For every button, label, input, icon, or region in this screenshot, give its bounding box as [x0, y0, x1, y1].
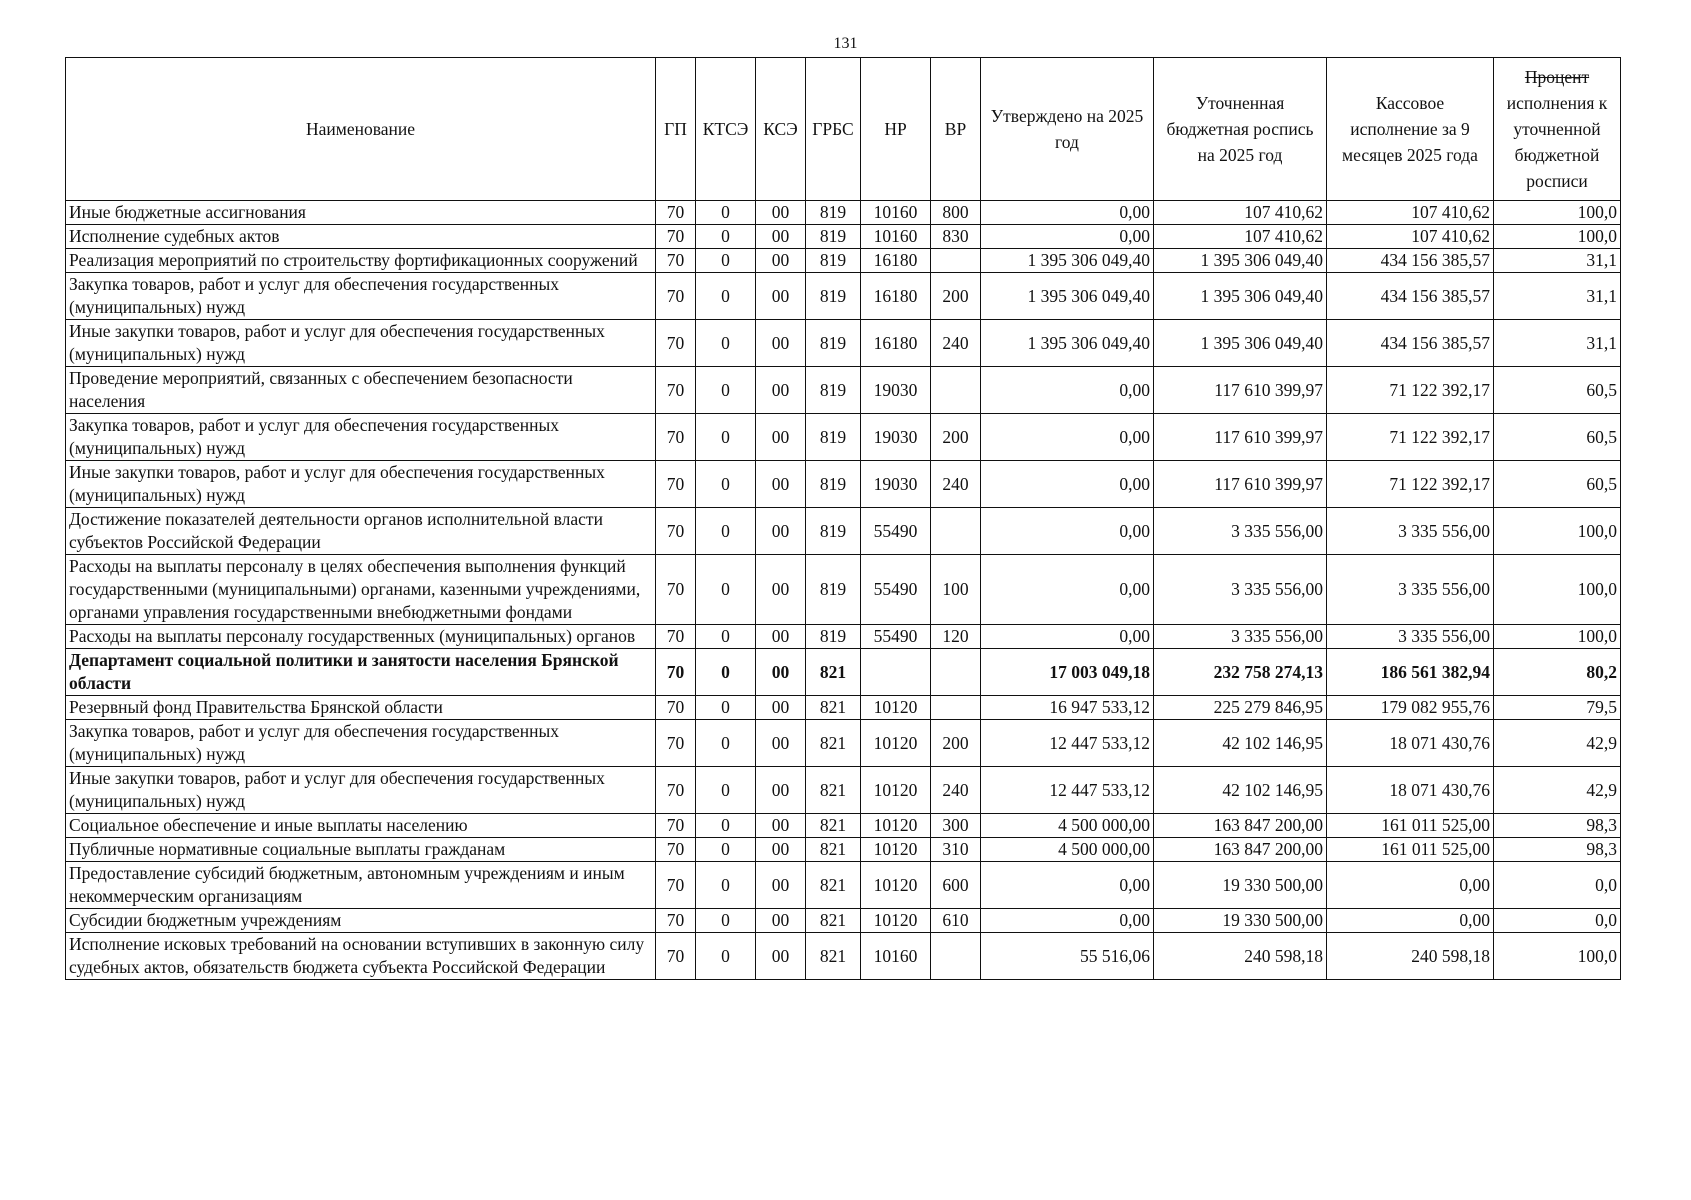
cell-percent: 31,1 — [1494, 320, 1621, 367]
cell-cash: 3 335 556,00 — [1327, 555, 1494, 625]
cell-nr: 10120 — [861, 696, 931, 720]
cell-kse: 00 — [756, 320, 806, 367]
table-row — [66, 814, 1621, 838]
cell-percent: 98,3 — [1494, 814, 1621, 838]
cell-refined: 3 335 556,00 — [1154, 508, 1327, 555]
cell-ktse: 0 — [696, 508, 756, 555]
cell-gp: 70 — [656, 814, 696, 838]
cell-refined: 117 610 399,97 — [1154, 414, 1327, 461]
cell-grbs: 819 — [806, 249, 861, 273]
cell-grbs: 819 — [806, 414, 861, 461]
cell-grbs: 821 — [806, 933, 861, 980]
cell-name: Публичные нормативные социальные выплаты гражданам — [66, 838, 656, 862]
cell-nr: 10160 — [861, 225, 931, 249]
header-approved: Утверждено на 2025 год — [981, 58, 1154, 201]
cell-ktse: 0 — [696, 625, 756, 649]
cell-percent: 79,5 — [1494, 696, 1621, 720]
cell-refined: 107 410,62 — [1154, 201, 1327, 225]
cell-grbs: 819 — [806, 201, 861, 225]
cell-kse: 00 — [756, 696, 806, 720]
cell-cash: 161 011 525,00 — [1327, 814, 1494, 838]
cell-vr: 300 — [931, 814, 981, 838]
cell-approved: 0,00 — [981, 225, 1154, 249]
cell-vr: 610 — [931, 909, 981, 933]
cell-percent: 60,5 — [1494, 414, 1621, 461]
cell-kse: 00 — [756, 862, 806, 909]
cell-kse: 00 — [756, 625, 806, 649]
cell-nr: 55490 — [861, 555, 931, 625]
cell-vr — [931, 508, 981, 555]
cell-percent: 100,0 — [1494, 508, 1621, 555]
cell-grbs: 819 — [806, 225, 861, 249]
cell-vr — [931, 933, 981, 980]
cell-approved: 0,00 — [981, 367, 1154, 414]
table-row — [66, 461, 1621, 508]
cell-gp: 70 — [656, 696, 696, 720]
cell-approved: 0,00 — [981, 909, 1154, 933]
cell-approved: 12 447 533,12 — [981, 720, 1154, 767]
cell-name: Закупка товаров, работ и услуг для обеспечения государственных (муниципальных) нужд — [66, 414, 656, 461]
cell-nr: 16180 — [861, 249, 931, 273]
cell-gp: 70 — [656, 367, 696, 414]
cell-name: Проведение мероприятий, связанных с обеспечением безопасности населения — [66, 367, 656, 414]
cell-name: Закупка товаров, работ и услуг для обеспечения государственных (муниципальных) нужд — [66, 720, 656, 767]
cell-gp: 70 — [656, 625, 696, 649]
cell-approved: 16 947 533,12 — [981, 696, 1154, 720]
cell-approved: 0,00 — [981, 461, 1154, 508]
table-row — [66, 909, 1621, 933]
cell-ktse: 0 — [696, 461, 756, 508]
cell-refined: 42 102 146,95 — [1154, 720, 1327, 767]
table-row — [66, 367, 1621, 414]
header-grbs: ГРБС — [806, 58, 861, 201]
cell-name: Реализация мероприятий по строительству фортификационных сооружений — [66, 249, 656, 273]
cell-refined: 42 102 146,95 — [1154, 767, 1327, 814]
table-row — [66, 320, 1621, 367]
cell-gp: 70 — [656, 555, 696, 625]
cell-gp: 70 — [656, 838, 696, 862]
header-ktse: КТСЭ — [696, 58, 756, 201]
table-row — [66, 720, 1621, 767]
cell-name: Субсидии бюджетным учреждениям — [66, 909, 656, 933]
cell-approved: 17 003 049,18 — [981, 649, 1154, 696]
cell-vr: 240 — [931, 461, 981, 508]
cell-cash: 107 410,62 — [1327, 201, 1494, 225]
cell-grbs: 819 — [806, 461, 861, 508]
cell-vr: 120 — [931, 625, 981, 649]
cell-approved: 0,00 — [981, 555, 1154, 625]
cell-ktse: 0 — [696, 909, 756, 933]
cell-gp: 70 — [656, 909, 696, 933]
cell-kse: 00 — [756, 249, 806, 273]
cell-ktse: 0 — [696, 225, 756, 249]
cell-approved: 0,00 — [981, 201, 1154, 225]
cell-gp: 70 — [656, 249, 696, 273]
cell-approved: 1 395 306 049,40 — [981, 320, 1154, 367]
cell-nr: 10160 — [861, 201, 931, 225]
cell-gp: 70 — [656, 720, 696, 767]
cell-cash: 0,00 — [1327, 862, 1494, 909]
cell-nr: 10120 — [861, 909, 931, 933]
cell-refined: 107 410,62 — [1154, 225, 1327, 249]
cell-nr: 10120 — [861, 862, 931, 909]
cell-name: Достижение показателей деятельности органов исполнительной власти субъектов Российской Федерации — [66, 508, 656, 555]
cell-cash: 161 011 525,00 — [1327, 838, 1494, 862]
cell-name: Социальное обеспечение и иные выплаты населению — [66, 814, 656, 838]
cell-ktse: 0 — [696, 273, 756, 320]
cell-kse: 00 — [756, 720, 806, 767]
cell-approved: 1 395 306 049,40 — [981, 273, 1154, 320]
cell-nr: 16180 — [861, 320, 931, 367]
cell-gp: 70 — [656, 414, 696, 461]
cell-grbs: 819 — [806, 625, 861, 649]
cell-grbs: 821 — [806, 767, 861, 814]
cell-nr: 55490 — [861, 508, 931, 555]
header-gp: ГП — [656, 58, 696, 201]
cell-ktse: 0 — [696, 838, 756, 862]
cell-ktse: 0 — [696, 649, 756, 696]
cell-kse: 00 — [756, 814, 806, 838]
budget-execution-table — [65, 57, 1621, 980]
cell-vr — [931, 696, 981, 720]
cell-vr: 310 — [931, 838, 981, 862]
cell-kse: 00 — [756, 461, 806, 508]
cell-gp: 70 — [656, 461, 696, 508]
cell-refined: 225 279 846,95 — [1154, 696, 1327, 720]
cell-grbs: 819 — [806, 555, 861, 625]
cell-kse: 00 — [756, 273, 806, 320]
cell-name: Резервный фонд Правительства Брянской области — [66, 696, 656, 720]
cell-kse: 00 — [756, 767, 806, 814]
cell-vr: 830 — [931, 225, 981, 249]
cell-name: Исполнение исковых требований на основании вступивших в законную силу судебных актов, обязательств бюджета субъекта Российской Федерации — [66, 933, 656, 980]
table-row — [66, 249, 1621, 273]
cell-cash: 434 156 385,57 — [1327, 249, 1494, 273]
header-percent-rest: исполнения к уточненной бюджетной росписи — [1506, 93, 1608, 191]
cell-cash: 3 335 556,00 — [1327, 508, 1494, 555]
cell-grbs: 819 — [806, 273, 861, 320]
table-row — [66, 649, 1621, 696]
cell-nr: 55490 — [861, 625, 931, 649]
cell-cash: 71 122 392,17 — [1327, 367, 1494, 414]
cell-grbs: 821 — [806, 720, 861, 767]
cell-vr: 240 — [931, 320, 981, 367]
cell-name: Иные закупки товаров, работ и услуг для обеспечения государственных (муниципальных) нужд — [66, 461, 656, 508]
cell-cash: 0,00 — [1327, 909, 1494, 933]
table-row — [66, 273, 1621, 320]
cell-refined: 117 610 399,97 — [1154, 461, 1327, 508]
cell-name: Расходы на выплаты персоналу в целях обеспечения выполнения функций государственными (муниципальными) органами, казенными учреждениями, органами управления государственными внебюджетными фондами — [66, 555, 656, 625]
cell-ktse: 0 — [696, 814, 756, 838]
cell-kse: 00 — [756, 555, 806, 625]
cell-vr — [931, 249, 981, 273]
cell-kse: 00 — [756, 909, 806, 933]
cell-cash: 71 122 392,17 — [1327, 414, 1494, 461]
cell-cash: 3 335 556,00 — [1327, 625, 1494, 649]
header-name: Наименование — [66, 58, 656, 201]
cell-nr: 10160 — [861, 933, 931, 980]
cell-gp: 70 — [656, 767, 696, 814]
cell-vr — [931, 367, 981, 414]
cell-kse: 00 — [756, 414, 806, 461]
cell-percent: 100,0 — [1494, 201, 1621, 225]
cell-kse: 00 — [756, 933, 806, 980]
table-row — [66, 933, 1621, 980]
table-row — [66, 625, 1621, 649]
cell-ktse: 0 — [696, 696, 756, 720]
cell-kse: 00 — [756, 201, 806, 225]
cell-grbs: 819 — [806, 320, 861, 367]
cell-approved: 4 500 000,00 — [981, 838, 1154, 862]
cell-vr: 200 — [931, 720, 981, 767]
cell-gp: 70 — [656, 862, 696, 909]
cell-vr: 240 — [931, 767, 981, 814]
cell-nr: 10120 — [861, 838, 931, 862]
cell-gp: 70 — [656, 649, 696, 696]
cell-gp: 70 — [656, 273, 696, 320]
cell-approved: 0,00 — [981, 508, 1154, 555]
cell-percent: 42,9 — [1494, 767, 1621, 814]
cell-refined: 117 610 399,97 — [1154, 367, 1327, 414]
cell-nr: 19030 — [861, 367, 931, 414]
cell-percent: 98,3 — [1494, 838, 1621, 862]
table-row — [66, 508, 1621, 555]
cell-refined: 163 847 200,00 — [1154, 838, 1327, 862]
cell-refined: 1 395 306 049,40 — [1154, 249, 1327, 273]
cell-percent: 0,0 — [1494, 909, 1621, 933]
cell-nr: 19030 — [861, 461, 931, 508]
table-row — [66, 225, 1621, 249]
cell-percent: 60,5 — [1494, 461, 1621, 508]
cell-name: Расходы на выплаты персоналу государственных (муниципальных) органов — [66, 625, 656, 649]
cell-kse: 00 — [756, 508, 806, 555]
cell-refined: 3 335 556,00 — [1154, 625, 1327, 649]
cell-vr: 100 — [931, 555, 981, 625]
cell-refined: 1 395 306 049,40 — [1154, 273, 1327, 320]
header-percent-first: Процент — [1524, 67, 1590, 87]
cell-ktse: 0 — [696, 367, 756, 414]
table-body — [66, 201, 1621, 980]
cell-gp: 70 — [656, 508, 696, 555]
cell-ktse: 0 — [696, 933, 756, 980]
cell-gp: 70 — [656, 225, 696, 249]
header-nr: НР — [861, 58, 931, 201]
cell-kse: 00 — [756, 838, 806, 862]
cell-gp: 70 — [656, 933, 696, 980]
table-row — [66, 201, 1621, 225]
cell-cash: 240 598,18 — [1327, 933, 1494, 980]
cell-name: Иные закупки товаров, работ и услуг для обеспечения государственных (муниципальных) нужд — [66, 320, 656, 367]
cell-nr: 19030 — [861, 414, 931, 461]
cell-approved: 0,00 — [981, 625, 1154, 649]
cell-cash: 179 082 955,76 — [1327, 696, 1494, 720]
cell-cash: 107 410,62 — [1327, 225, 1494, 249]
cell-refined: 3 335 556,00 — [1154, 555, 1327, 625]
cell-grbs: 819 — [806, 367, 861, 414]
cell-refined: 1 395 306 049,40 — [1154, 320, 1327, 367]
header-vr: ВР — [931, 58, 981, 201]
table-header-row — [66, 58, 1621, 201]
cell-ktse: 0 — [696, 767, 756, 814]
cell-grbs: 821 — [806, 909, 861, 933]
cell-name: Иные бюджетные ассигнования — [66, 201, 656, 225]
cell-cash: 434 156 385,57 — [1327, 320, 1494, 367]
cell-vr: 200 — [931, 414, 981, 461]
cell-ktse: 0 — [696, 555, 756, 625]
cell-nr: 16180 — [861, 273, 931, 320]
cell-ktse: 0 — [696, 320, 756, 367]
header-refined: Уточненная бюджетная роспись на 2025 год — [1154, 58, 1327, 201]
cell-grbs: 819 — [806, 508, 861, 555]
cell-percent: 100,0 — [1494, 933, 1621, 980]
cell-nr — [861, 649, 931, 696]
cell-cash: 18 071 430,76 — [1327, 720, 1494, 767]
cell-grbs: 821 — [806, 862, 861, 909]
cell-approved: 0,00 — [981, 862, 1154, 909]
cell-grbs: 821 — [806, 838, 861, 862]
cell-approved: 4 500 000,00 — [981, 814, 1154, 838]
cell-percent: 31,1 — [1494, 249, 1621, 273]
table-row — [66, 555, 1621, 625]
cell-gp: 70 — [656, 320, 696, 367]
cell-vr: 200 — [931, 273, 981, 320]
cell-percent: 60,5 — [1494, 367, 1621, 414]
cell-kse: 00 — [756, 367, 806, 414]
cell-cash: 18 071 430,76 — [1327, 767, 1494, 814]
cell-grbs: 821 — [806, 814, 861, 838]
cell-vr: 800 — [931, 201, 981, 225]
cell-nr: 10120 — [861, 720, 931, 767]
cell-approved: 55 516,06 — [981, 933, 1154, 980]
cell-gp: 70 — [656, 201, 696, 225]
cell-approved: 0,00 — [981, 414, 1154, 461]
table-row — [66, 414, 1621, 461]
cell-name: Иные закупки товаров, работ и услуг для обеспечения государственных (муниципальных) нужд — [66, 767, 656, 814]
cell-nr: 10120 — [861, 814, 931, 838]
cell-ktse: 0 — [696, 862, 756, 909]
table-row — [66, 838, 1621, 862]
cell-refined: 163 847 200,00 — [1154, 814, 1327, 838]
cell-percent: 42,9 — [1494, 720, 1621, 767]
cell-approved: 12 447 533,12 — [981, 767, 1154, 814]
cell-name: Департамент социальной политики и занятости населения Брянской области — [66, 649, 656, 696]
header-kse: КСЭ — [756, 58, 806, 201]
cell-percent: 80,2 — [1494, 649, 1621, 696]
page-number: 131 — [833, 35, 858, 52]
header-cash: Кассовое исполнение за 9 месяцев 2025 года — [1327, 58, 1494, 201]
cell-cash: 186 561 382,94 — [1327, 649, 1494, 696]
cell-ktse: 0 — [696, 249, 756, 273]
cell-kse: 00 — [756, 649, 806, 696]
cell-nr: 10120 — [861, 767, 931, 814]
cell-name: Исполнение судебных актов — [66, 225, 656, 249]
cell-ktse: 0 — [696, 201, 756, 225]
cell-percent: 100,0 — [1494, 225, 1621, 249]
table-row — [66, 696, 1621, 720]
cell-cash: 434 156 385,57 — [1327, 273, 1494, 320]
cell-vr — [931, 649, 981, 696]
cell-percent: 0,0 — [1494, 862, 1621, 909]
cell-percent: 100,0 — [1494, 625, 1621, 649]
cell-vr: 600 — [931, 862, 981, 909]
header-percent — [1494, 58, 1621, 201]
cell-refined: 232 758 274,13 — [1154, 649, 1327, 696]
table-row — [66, 862, 1621, 909]
table-row — [66, 767, 1621, 814]
cell-refined: 19 330 500,00 — [1154, 862, 1327, 909]
cell-grbs: 821 — [806, 696, 861, 720]
cell-percent: 31,1 — [1494, 273, 1621, 320]
cell-refined: 240 598,18 — [1154, 933, 1327, 980]
cell-kse: 00 — [756, 225, 806, 249]
cell-percent: 100,0 — [1494, 555, 1621, 625]
cell-approved: 1 395 306 049,40 — [981, 249, 1154, 273]
cell-cash: 71 122 392,17 — [1327, 461, 1494, 508]
cell-grbs: 821 — [806, 649, 861, 696]
cell-refined: 19 330 500,00 — [1154, 909, 1327, 933]
cell-name: Предоставление субсидий бюджетным, автономным учреждениям и иным некоммерческим организациям — [66, 862, 656, 909]
cell-name: Закупка товаров, работ и услуг для обеспечения государственных (муниципальных) нужд — [66, 273, 656, 320]
cell-ktse: 0 — [696, 720, 756, 767]
cell-ktse: 0 — [696, 414, 756, 461]
